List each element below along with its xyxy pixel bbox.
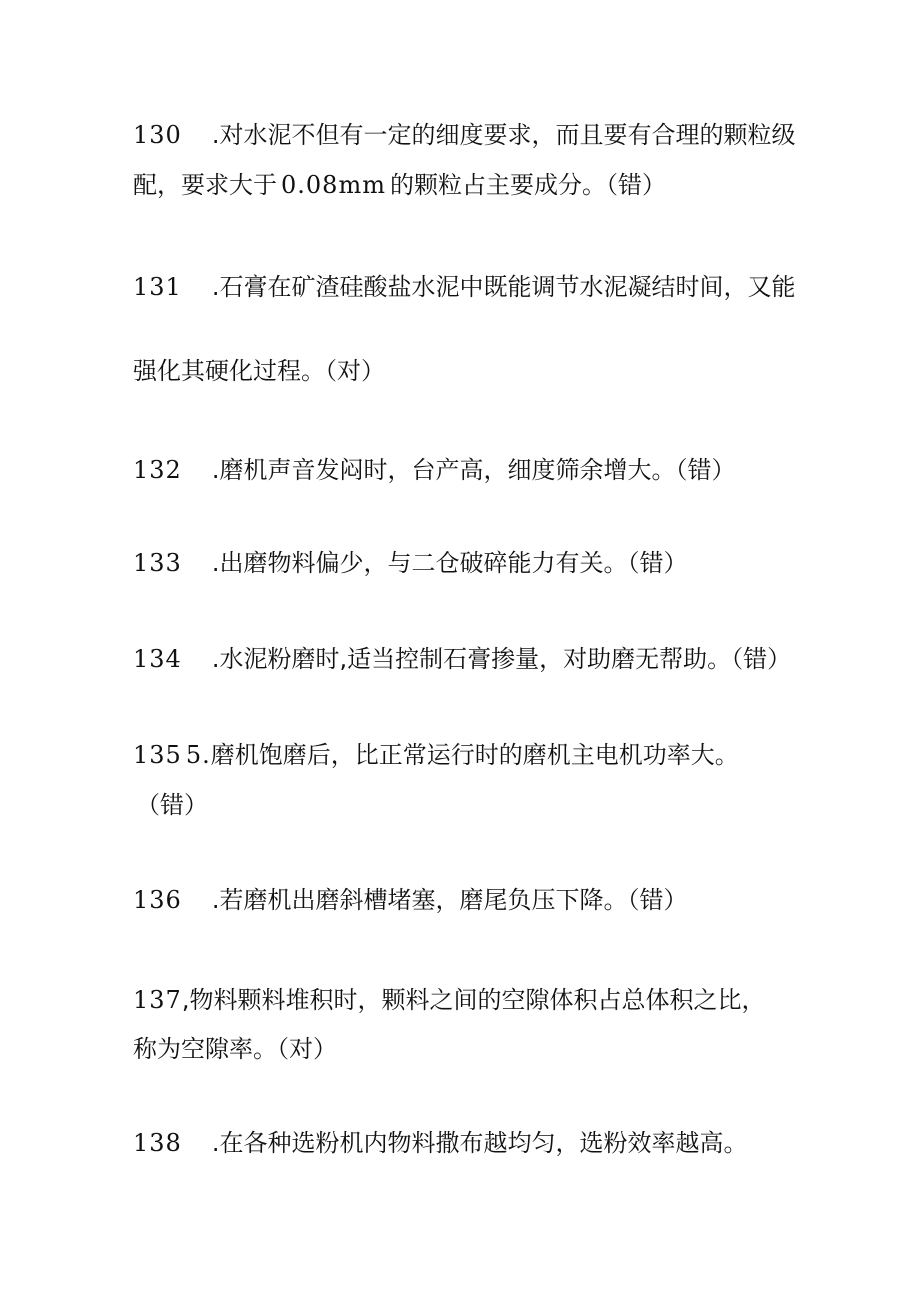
question-text: 出磨物料偏少，与二仓破碎能力有关。（错）	[219, 549, 688, 577]
question-answer: 称为空隙率。（对）	[133, 1035, 337, 1063]
question-answer: 强化其硬化过程。（对）	[133, 357, 385, 385]
question-separator: ,	[181, 986, 190, 1014]
question-text: 若磨机出磨斜槽堵塞，磨尾负压下降。（错）	[219, 886, 688, 914]
question-number: 136	[133, 886, 182, 914]
question-text: 磨机声音发闷时，台产高，细度筛余增大。（错）	[219, 456, 736, 484]
question-138	[133, 1128, 747, 1158]
question-text-continued: 配，要求大于	[133, 171, 277, 199]
question-133	[133, 548, 687, 578]
question-number: 135	[133, 741, 182, 769]
question-separator: 5.	[185, 741, 211, 769]
question-137-line-1	[133, 985, 765, 1015]
question-number: 131	[133, 273, 182, 301]
question-separator: .	[211, 645, 220, 673]
question-separator: .	[211, 549, 220, 577]
question-number: 137	[133, 986, 182, 1014]
question-text: 磨机饱磨后，比正常运行时的磨机主电机功率大。	[210, 741, 739, 769]
question-answer: 的颗粒占主要成分。（错）	[389, 171, 666, 199]
question-number: 134	[133, 645, 182, 673]
question-text: 石膏在矿渣硅酸盐水泥中既能调节水泥凝结时间，又能	[219, 273, 796, 301]
question-answer: （错）	[136, 791, 208, 819]
question-135-line-2	[136, 790, 208, 820]
question-text: 在各种选粉机内物料撒布越均匀，选粉效率越高。	[219, 1129, 748, 1157]
question-135-line-1	[133, 740, 739, 770]
question-text: 水泥粉磨时,适当控制石膏掺量，对助磨无帮助。（错）	[219, 645, 792, 673]
question-number: 133	[133, 549, 182, 577]
question-separator: .	[211, 886, 220, 914]
question-137-line-2	[133, 1034, 337, 1064]
question-131-line-1	[133, 272, 795, 302]
question-134	[133, 644, 791, 674]
question-136	[133, 885, 687, 915]
question-separator: .	[211, 1129, 220, 1157]
question-number: 132	[133, 456, 182, 484]
question-value: 0.08mm	[281, 171, 386, 199]
question-separator: .	[211, 456, 220, 484]
question-text: 物料颗料堆积时，颗料之间的空隙体积占总体积之比，	[189, 986, 766, 1014]
question-text: 对水泥不但有一定的细度要求，而且要有合理的颗粒级	[219, 121, 796, 149]
question-132	[133, 455, 735, 485]
question-number: 138	[133, 1129, 182, 1157]
question-separator: .	[211, 121, 220, 149]
question-130-line-1	[133, 120, 795, 150]
question-number: 130	[133, 121, 182, 149]
question-131-line-2	[133, 356, 385, 386]
question-separator: .	[211, 273, 220, 301]
question-130-line-2	[133, 170, 666, 200]
